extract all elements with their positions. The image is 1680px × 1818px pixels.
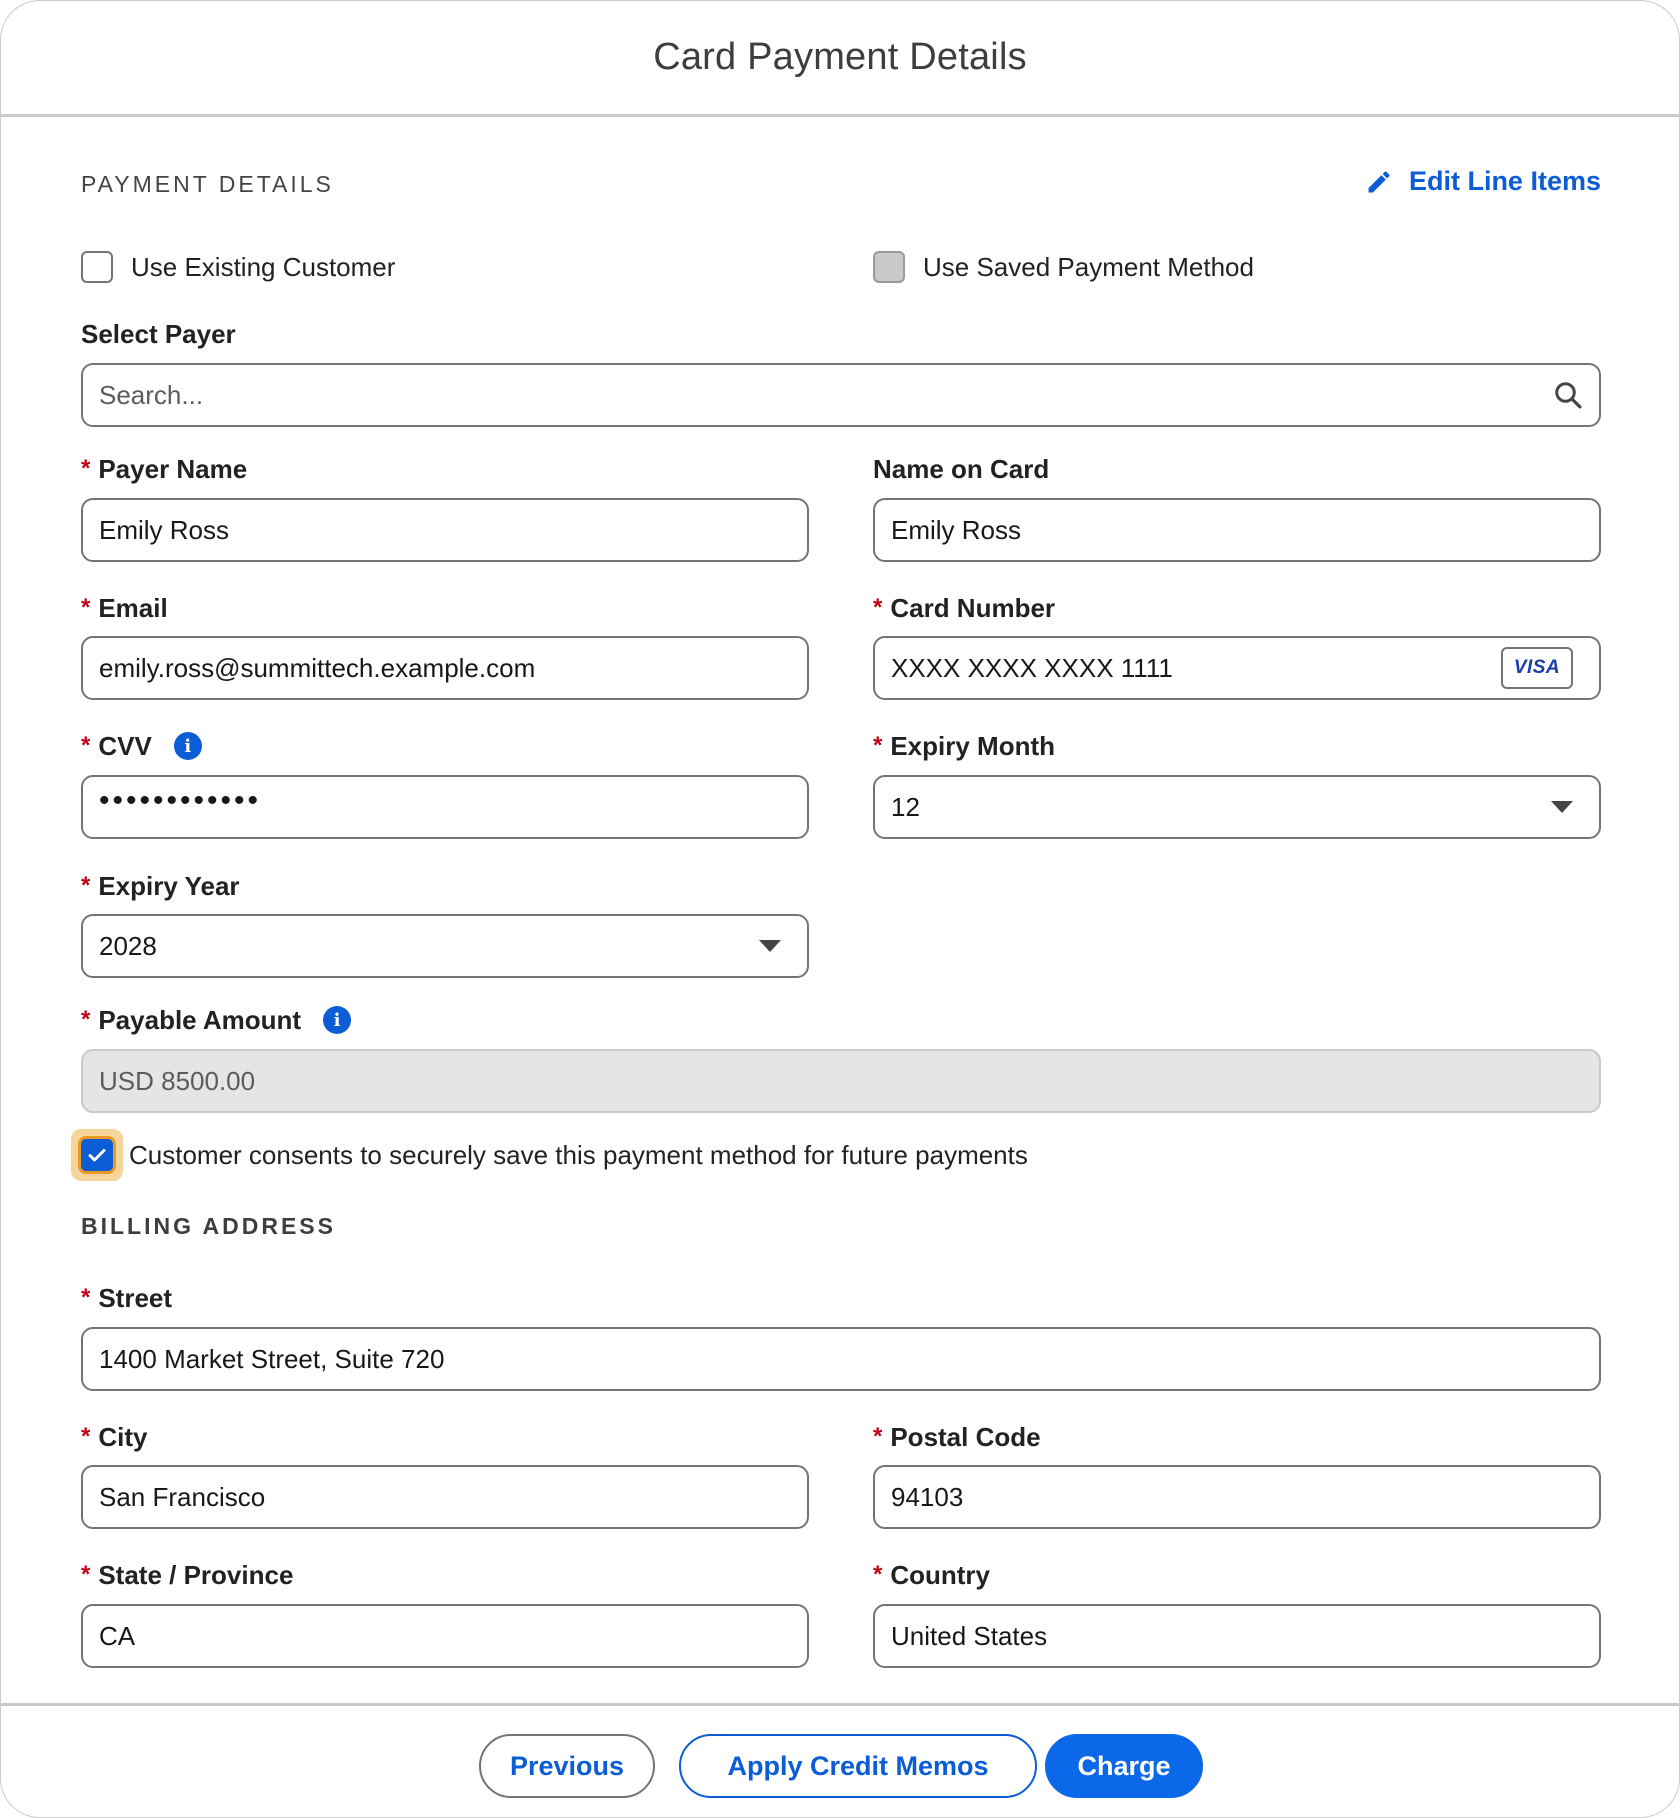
modal-title: Card Payment Details xyxy=(653,36,1027,78)
info-icon[interactable]: i xyxy=(323,1006,351,1034)
chevron-down-icon xyxy=(759,940,781,952)
city-value: San Francisco xyxy=(99,1481,266,1512)
expiry-month-select[interactable] xyxy=(873,775,1601,839)
payable-amount-value: USD 8500.00 xyxy=(99,1065,256,1096)
payer-name-value: Emily Ross xyxy=(99,514,230,545)
modal-header xyxy=(1,1,1679,117)
name-on-card-label-text: Name on Card xyxy=(873,453,1050,484)
apply-credit-memos-button[interactable]: Apply Credit Memos xyxy=(679,1734,1037,1798)
use-existing-customer-checkbox[interactable] xyxy=(81,251,113,283)
name-on-card-field xyxy=(873,452,1049,486)
payer-name-label-text: Payer Name xyxy=(98,453,248,484)
payable-amount-label-text: Payable Amount xyxy=(98,1004,302,1035)
expiry-month-label xyxy=(873,729,1055,763)
checkmark-icon xyxy=(85,1143,109,1167)
payer-search-placeholder: Search... xyxy=(99,379,204,410)
required-asterisk: * xyxy=(81,1561,91,1588)
city-label xyxy=(81,1420,147,1454)
email-input[interactable] xyxy=(81,636,809,700)
consent-checkbox[interactable] xyxy=(78,1136,116,1174)
street-input[interactable] xyxy=(81,1327,1601,1391)
required-asterisk: * xyxy=(81,455,91,482)
consent-label: Customer consents to securely save this payment method for future payments xyxy=(129,1139,1028,1170)
required-asterisk: * xyxy=(81,1006,91,1033)
state-value: CA xyxy=(99,1620,136,1651)
email-field xyxy=(81,591,168,625)
postal-code-field xyxy=(873,1420,1041,1454)
payment-details-heading: PAYMENT DETAILS xyxy=(81,171,334,197)
expiry-year-label xyxy=(81,869,240,903)
street-value: 1400 Market Street, Suite 720 xyxy=(99,1343,445,1374)
state-label-text: State / Province xyxy=(98,1559,294,1590)
expiry-month-label-text: Expiry Month xyxy=(890,730,1056,761)
required-asterisk: * xyxy=(873,1423,883,1450)
required-asterisk: * xyxy=(873,732,883,759)
cvv-input[interactable] xyxy=(81,775,809,839)
cvv-label xyxy=(81,729,202,763)
cvv-label-text: CVV xyxy=(98,730,152,761)
card-number-value: XXXX XXXX XXXX 1111 xyxy=(891,652,1173,683)
payer-search-input[interactable] xyxy=(81,363,1601,427)
state-label xyxy=(81,1558,293,1592)
visa-icon: VISA xyxy=(1501,647,1573,689)
street-label-text: Street xyxy=(98,1282,173,1313)
expiry-month-value: 12 xyxy=(891,791,920,822)
email-value: emily.ross@summittech.example.com xyxy=(99,652,536,683)
modal-footer xyxy=(1,1703,1680,1818)
charge-button[interactable]: Charge xyxy=(1045,1734,1203,1798)
name-on-card-label xyxy=(873,452,1049,486)
pencil-icon xyxy=(1365,168,1393,196)
use-existing-customer-checkbox-row[interactable] xyxy=(81,251,395,283)
email-label xyxy=(81,591,168,625)
previous-button[interactable]: Previous xyxy=(479,1734,655,1798)
select-payer-field xyxy=(81,317,236,351)
city-label-text: City xyxy=(98,1421,148,1452)
use-saved-payment-method-checkbox-row[interactable] xyxy=(873,251,1254,283)
expiry-year-value: 2028 xyxy=(99,930,157,961)
required-asterisk: * xyxy=(81,594,91,621)
use-saved-payment-method-label: Use Saved Payment Method xyxy=(923,251,1254,282)
expiry-year-field xyxy=(81,869,240,903)
required-asterisk: * xyxy=(81,872,91,899)
select-payer-label-text: Select Payer xyxy=(81,318,236,349)
search-icon xyxy=(1553,380,1583,410)
street-label xyxy=(81,1281,172,1315)
name-on-card-input[interactable] xyxy=(873,498,1601,562)
payer-name-input[interactable] xyxy=(81,498,809,562)
expiry-year-label-text: Expiry Year xyxy=(98,870,240,901)
postal-code-value: 94103 xyxy=(891,1481,964,1512)
edit-line-items-link[interactable] xyxy=(1365,166,1601,197)
street-field xyxy=(81,1281,172,1315)
city-input[interactable] xyxy=(81,1465,809,1529)
country-label-text: Country xyxy=(890,1559,991,1590)
payer-name-label xyxy=(81,452,247,486)
card-number-label xyxy=(873,591,1055,625)
use-saved-payment-method-checkbox[interactable] xyxy=(873,251,905,283)
cvv-masked-value: •••••••••••• xyxy=(99,784,262,817)
required-asterisk: * xyxy=(873,594,883,621)
card-number-input[interactable] xyxy=(873,636,1601,700)
payer-name-field xyxy=(81,452,247,486)
country-field xyxy=(873,1558,990,1592)
required-asterisk: * xyxy=(81,1284,91,1311)
required-asterisk: * xyxy=(81,732,91,759)
payable-amount-input xyxy=(81,1049,1601,1113)
postal-code-label-text: Postal Code xyxy=(890,1421,1041,1452)
cvv-field xyxy=(81,729,202,763)
state-input[interactable] xyxy=(81,1604,809,1668)
edit-line-items-label: Edit Line Items xyxy=(1408,166,1601,196)
state-field xyxy=(81,1558,293,1592)
expiry-year-select[interactable] xyxy=(81,914,809,978)
name-on-card-value: Emily Ross xyxy=(891,514,1022,545)
select-payer-label xyxy=(81,317,236,351)
payable-amount-field xyxy=(81,1003,351,1037)
postal-code-input[interactable] xyxy=(873,1465,1601,1529)
billing-address-heading: BILLING ADDRESS xyxy=(81,1213,336,1239)
postal-code-label xyxy=(873,1420,1041,1454)
use-existing-customer-label: Use Existing Customer xyxy=(131,251,396,282)
info-icon[interactable]: i xyxy=(174,732,202,760)
consent-checkbox-row[interactable] xyxy=(81,1129,1028,1181)
card-number-label-text: Card Number xyxy=(890,592,1056,623)
country-input[interactable] xyxy=(873,1604,1601,1668)
chevron-down-icon xyxy=(1551,801,1573,813)
required-asterisk: * xyxy=(81,1423,91,1450)
card-number-field xyxy=(873,591,1055,625)
country-label xyxy=(873,1558,990,1592)
expiry-month-field xyxy=(873,729,1055,763)
country-value: United States xyxy=(891,1620,1048,1651)
email-label-text: Email xyxy=(98,592,168,623)
consent-checkbox-focus-ring xyxy=(71,1129,123,1181)
required-asterisk: * xyxy=(873,1561,883,1588)
city-field xyxy=(81,1420,147,1454)
payable-amount-label xyxy=(81,1003,351,1037)
